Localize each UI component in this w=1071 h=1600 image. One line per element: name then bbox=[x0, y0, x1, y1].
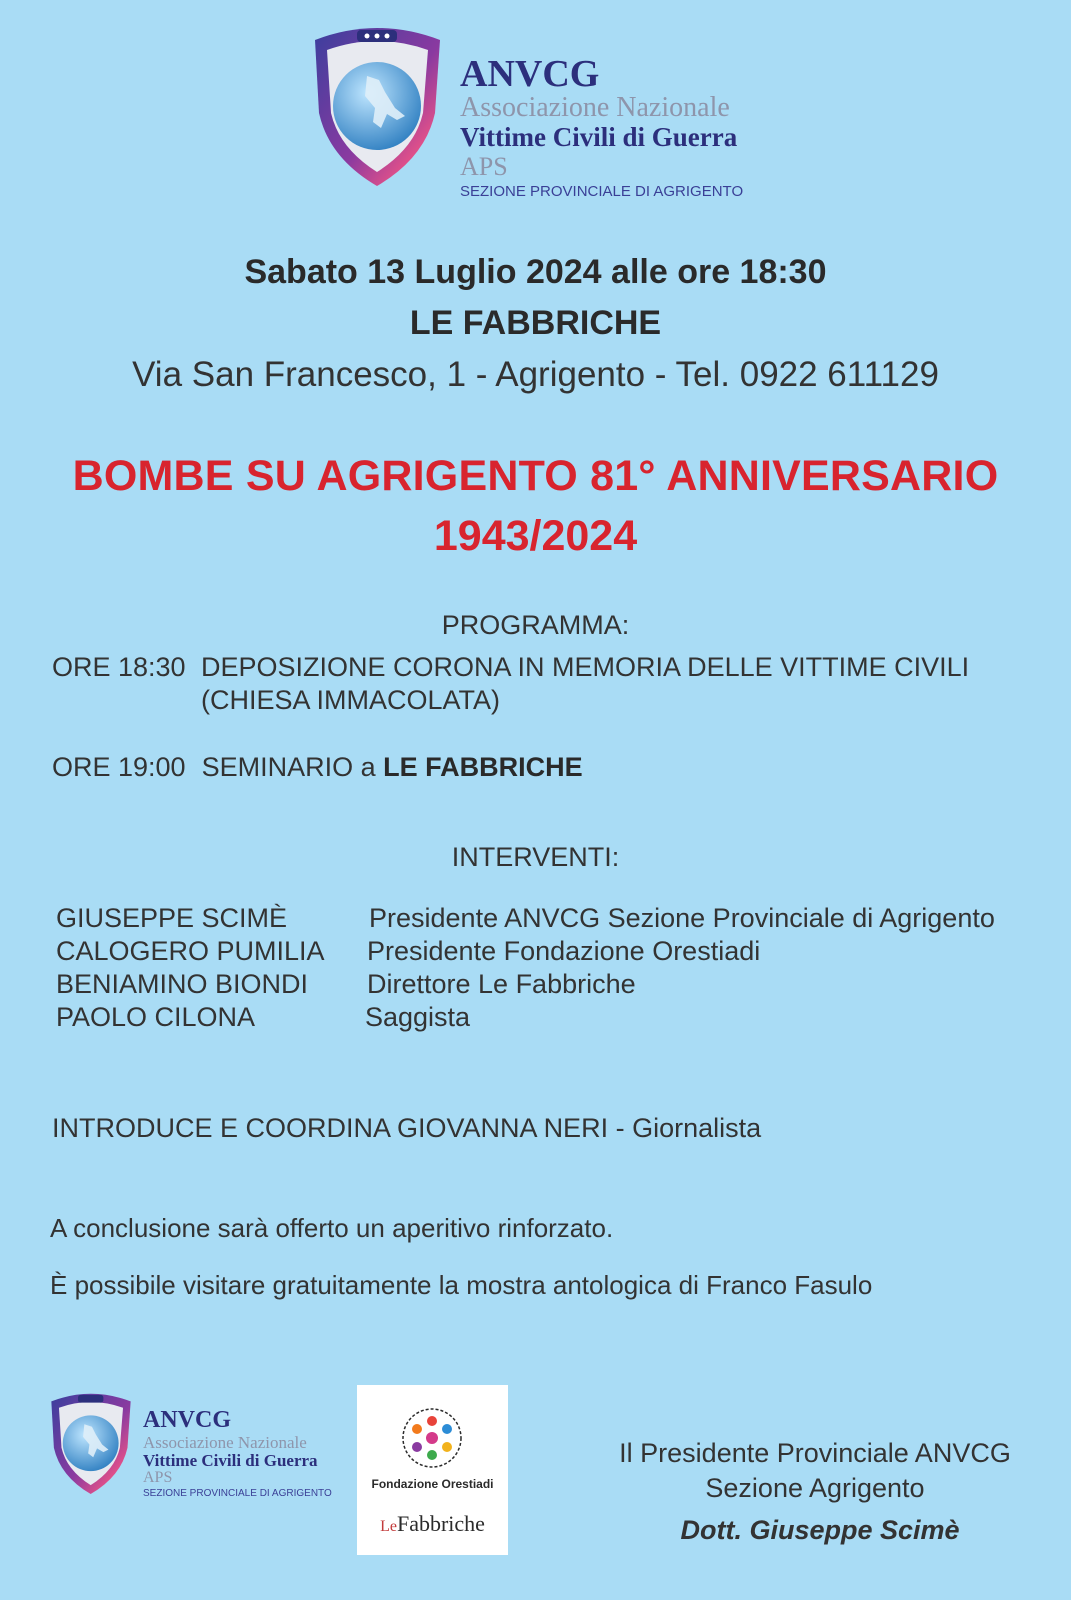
speaker-name: BENIAMINO BIONDI bbox=[56, 969, 309, 999]
footer-logo-acronym: ANVCG bbox=[143, 1407, 231, 1433]
event-venue: LE FABBRICHE bbox=[409, 304, 662, 342]
le-fabbriche-logo bbox=[357, 1511, 508, 1537]
footer-logo-line4: SEZIONE PROVINCIALE DI AGRIGENTO bbox=[143, 1488, 332, 1499]
programma-item-2 bbox=[52, 752, 583, 783]
orestiadi-emblem-icon bbox=[401, 1407, 463, 1469]
programma-item-1-text: DEPOSIZIONE CORONA IN MEMORIA DELLE VITTIME CIVILI bbox=[201, 652, 970, 682]
speaker-name: GIUSEPPE SCIMÈ bbox=[56, 903, 288, 933]
event-date: Sabato 13 Luglio 2024 alle ore 18:30 bbox=[244, 253, 827, 291]
speaker-role: Saggista bbox=[365, 1002, 471, 1032]
footer-logo-line2: Vittime Civili di Guerra bbox=[143, 1451, 318, 1470]
anniversary-years: 1943/2024 bbox=[433, 512, 638, 560]
le-fabbriche-word: Fabbriche bbox=[396, 1511, 485, 1536]
partner-name: Fondazione Orestiadi bbox=[371, 1477, 494, 1491]
footer-logo-line1: Associazione Nazionale bbox=[143, 1433, 307, 1452]
note-mostra: È possibile visitare gratuitamente la mostra antologica di Franco Fasulo bbox=[50, 1270, 873, 1300]
speaker-name: CALOGERO PUMILIA bbox=[56, 936, 325, 966]
logo-line2: Vittime Civili di Guerra bbox=[460, 122, 738, 152]
programma-item-2-bold: LE FABBRICHE bbox=[383, 752, 583, 782]
programma-item-2-text: SEMINARIO a bbox=[201, 752, 376, 782]
logo-line3: APS bbox=[460, 152, 508, 181]
logo-acronym: ANVCG bbox=[460, 53, 600, 95]
anvcg-shield-icon bbox=[45, 1387, 137, 1497]
programma-item-2-time: ORE 19:00 bbox=[52, 752, 186, 782]
speaker-role: Presidente ANVCG Sezione Provinciale di Agrigento bbox=[369, 903, 995, 933]
speaker-role: Presidente Fondazione Orestiadi bbox=[367, 936, 761, 966]
footer-logo-line3: APS bbox=[143, 1469, 173, 1486]
coordinator-line: INTRODUCE E COORDINA GIOVANNA NERI - Giornalista bbox=[52, 1113, 762, 1143]
signature-line2: Sezione Agrigento bbox=[705, 1473, 925, 1503]
footer-logo bbox=[45, 1387, 335, 1507]
anvcg-shield-icon bbox=[305, 18, 450, 190]
programma-item-1-sub: (CHIESA IMMACOLATA) bbox=[201, 685, 501, 715]
programma-heading: PROGRAMMA: bbox=[441, 610, 630, 640]
speaker-name: PAOLO CILONA bbox=[56, 1002, 256, 1032]
signature-line1: Il Presidente Provinciale ANVCG bbox=[619, 1438, 1011, 1468]
note-aperitivo: A conclusione sarà offerto un aperitivo rinforzato. bbox=[50, 1213, 614, 1243]
logo-line4: SEZIONE PROVINCIALE DI AGRIGENTO bbox=[460, 183, 744, 200]
event-address: Via San Francesco, 1 - Agrigento - Tel. 0922 611129 bbox=[132, 355, 939, 394]
header-logo bbox=[305, 18, 765, 208]
partner-box bbox=[357, 1385, 508, 1555]
le-fabbriche-prefix: Le bbox=[380, 1518, 397, 1535]
signature-name: Dott. Giuseppe Scimè bbox=[680, 1515, 960, 1545]
speaker-role: Direttore Le Fabbriche bbox=[367, 969, 636, 999]
interventi-heading: INTERVENTI: bbox=[451, 842, 620, 872]
programma-item-1-time: ORE 18:30 bbox=[52, 652, 186, 682]
anniversary-title: BOMBE SU AGRIGENTO 81° ANNIVERSARIO bbox=[72, 452, 999, 500]
logo-line1: Associazione Nazionale bbox=[460, 92, 730, 123]
